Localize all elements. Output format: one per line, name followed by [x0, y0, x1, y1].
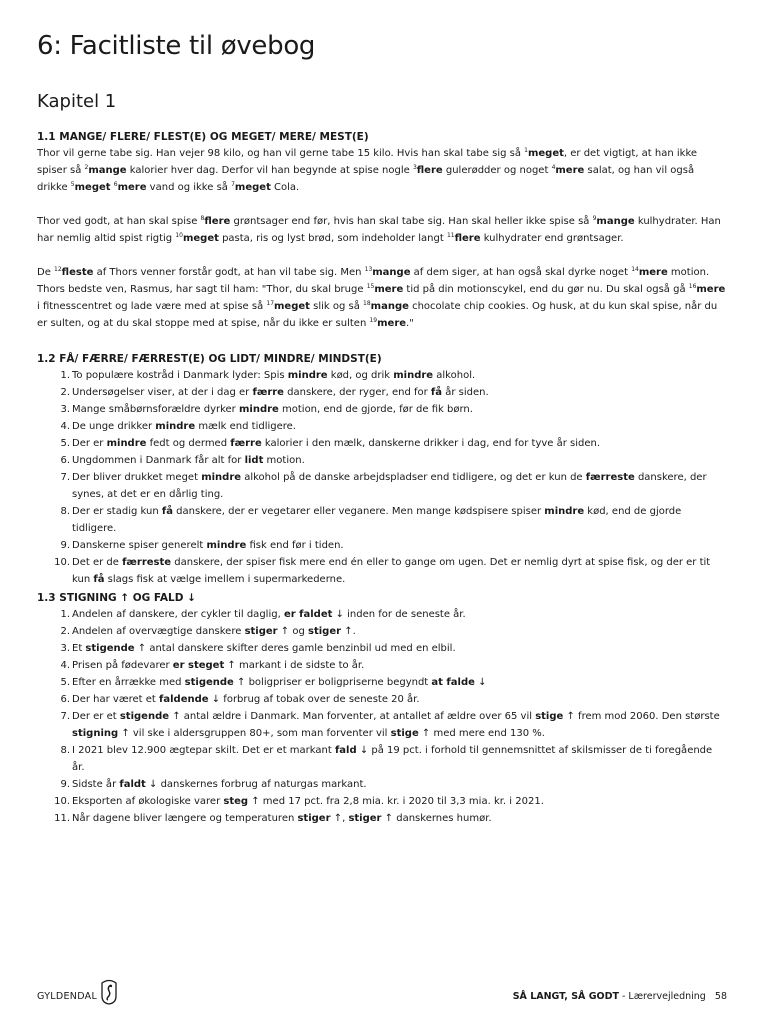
- gap-number: 16: [688, 283, 697, 290]
- book-subtitle: - Lærervejledning: [618, 991, 706, 1002]
- list-item: [37, 503, 727, 537]
- item-number: 7.: [60, 472, 70, 483]
- list-item: [37, 793, 727, 810]
- section-1-2: [37, 351, 727, 588]
- answer-word: fleste: [61, 267, 94, 278]
- publisher-name: GYLDENDAL: [37, 991, 98, 1002]
- text-run: kalorier i den mælk, danskerne drikker i dag, end for tyve år siden.: [261, 438, 601, 449]
- list-item: [37, 554, 727, 588]
- text-run: fisk end før i tiden.: [246, 540, 344, 551]
- text-run: ↑ frem mod 2060. Den største: [563, 711, 720, 722]
- answer-word: steg: [223, 796, 249, 807]
- text-run: Der bliver drukket meget: [72, 472, 202, 483]
- list-item: [37, 810, 727, 827]
- text-run: motion.: [263, 455, 305, 466]
- text-run: Der er et: [72, 711, 120, 722]
- text-run: alkohol.: [433, 370, 476, 381]
- answer-word: faldende: [159, 694, 209, 705]
- text-run: danskere, der synes, at det er en dårlig ting.: [72, 472, 707, 500]
- text-run: Thor vil gerne tabe sig. Han vejer 98 kilo, og han vil gerne tabe 15 kilo. Hvis han skal tabe sig så: [37, 148, 525, 159]
- item-number: 1.: [60, 370, 70, 381]
- answer-word: mindre: [287, 370, 328, 381]
- text-run: Når dagene bliver længere og temperaturen: [72, 813, 298, 824]
- text-run: ↓ forbrug af tobak over de seneste 20 år.: [208, 694, 420, 705]
- answer-word: meget: [182, 233, 219, 244]
- text-run: ↑,: [330, 813, 349, 824]
- text-run: kulhydrater. Han har nemlig altid spist rigtig: [37, 216, 721, 244]
- page: [37, 30, 727, 824]
- numbered-list: [37, 606, 727, 827]
- text-run: kød, og drik: [327, 370, 394, 381]
- gap-number: 18: [363, 300, 371, 307]
- gap-number: 10: [175, 232, 183, 239]
- answer-word: mange: [596, 216, 635, 227]
- item-number: 9.: [60, 779, 70, 790]
- text-run: grøntsager end før, hvis han skal tabe sig. Han skal heller ikke spise så: [230, 216, 593, 227]
- text-run: I 2021 blev 12.900 ægtepar skilt. Det er et markant: [72, 745, 335, 756]
- answer-word: mindre: [106, 438, 147, 449]
- section-heading: 1.1 MANGE/ FLERE/ FLEST(E) OG MEGET/ MERE/ MEST(E): [37, 131, 369, 143]
- list-item: [37, 367, 727, 384]
- gap-number: 5: [70, 181, 75, 188]
- answer-word: mindre: [238, 404, 279, 415]
- text-run: De unge drikker: [72, 421, 156, 432]
- footer: [37, 979, 727, 1019]
- list-item: [37, 776, 727, 793]
- section-1-3: [37, 590, 727, 827]
- gap-number: 6: [113, 181, 118, 188]
- text-run: ↑ vil ske i aldersgruppen 80+, som man forventer vil: [118, 728, 391, 739]
- footer-book-info: [513, 991, 727, 1002]
- item-number: 5.: [60, 677, 70, 688]
- text-run: Der er stadig kun: [72, 506, 162, 517]
- text-run: kalorier hver dag. Derfor vil han begynde at spise nogle: [126, 165, 413, 176]
- gap-number: 12: [54, 266, 62, 273]
- list-item: [37, 606, 727, 623]
- paragraph: [37, 213, 727, 247]
- text-run: vand og ikke så: [146, 182, 232, 193]
- gap-number: 15: [366, 283, 375, 290]
- answer-word: meget: [234, 182, 271, 193]
- text-run: ↑ med mere end 130 %.: [418, 728, 545, 739]
- answer-word: mindre: [155, 421, 196, 432]
- list-item: [37, 674, 727, 691]
- item-number: 6.: [60, 455, 70, 466]
- text-run: mælk end tidligere.: [195, 421, 296, 432]
- text-run: danskere, der ryger, end for: [283, 387, 431, 398]
- text-run: salat, og han vil også drikke: [37, 165, 695, 193]
- text-run: kød, end de gjorde tidligere.: [72, 506, 682, 534]
- item-number: 11.: [54, 813, 70, 824]
- answer-word: mindre: [393, 370, 434, 381]
- text-run: af Thors venner forstår godt, at han vil tabe sig. Men: [93, 267, 365, 278]
- item-number: 8.: [60, 506, 70, 517]
- answer-word: mere: [117, 182, 147, 193]
- answer-word: få: [430, 387, 443, 398]
- gap-number: 2: [84, 164, 89, 171]
- text-run: Mange småbørnsforældre dyrker: [72, 404, 239, 415]
- list-item: [37, 657, 727, 674]
- text-run: Der har været et: [72, 694, 160, 705]
- text-run: ↑ danskernes humør.: [381, 813, 492, 824]
- text-run: motion, end de gjorde, før de fik børn.: [278, 404, 473, 415]
- answer-word: at falde: [431, 677, 475, 688]
- text-run: gulerødder og noget: [442, 165, 552, 176]
- list-item: [37, 452, 727, 469]
- item-number: 6.: [60, 694, 70, 705]
- answer-word: mere: [555, 165, 585, 176]
- gap-number: 1: [524, 147, 528, 154]
- text-run: Danskerne spiser generelt: [72, 540, 207, 551]
- list-item: [37, 401, 727, 418]
- answer-word: stiger: [244, 626, 278, 637]
- numbered-list: [37, 367, 727, 588]
- text-run: ↑ markant i de sidste to år.: [224, 660, 365, 671]
- answer-word: færreste: [585, 472, 635, 483]
- answer-word: meget: [74, 182, 111, 193]
- list-item: [37, 708, 727, 742]
- answer-word: mange: [88, 165, 127, 176]
- answer-word: stiger: [308, 626, 342, 637]
- section-1-1: [37, 129, 727, 332]
- item-number: 3.: [60, 404, 70, 415]
- text-run: Efter en årrække med: [72, 677, 185, 688]
- item-number: 4.: [60, 660, 70, 671]
- item-number: 10.: [54, 796, 70, 807]
- answer-word: flere: [204, 216, 231, 227]
- text-run: .": [406, 318, 414, 329]
- text-run: De: [37, 267, 55, 278]
- answer-word: mange: [370, 301, 409, 312]
- item-number: 9.: [60, 540, 70, 551]
- list-item: [37, 623, 727, 640]
- text-run: Prisen på fødevarer: [72, 660, 173, 671]
- text-run: Undersøgelser viser, at der i dag er: [72, 387, 253, 398]
- text-run: chocolate chip cookies. Og husk, at du kun skal spise, når du er sulten, og at du skal stoppe med at spise, når du ikke er sulten: [37, 301, 718, 329]
- text-run: ↑ antal ældre i Danmark. Man forventer, at antallet af ældre over 65 vil: [169, 711, 536, 722]
- gap-number: 7: [231, 181, 235, 188]
- text-run: , er det vigtigt, at han ikke spiser så: [37, 148, 698, 176]
- book-title: SÅ LANGT, SÅ GODT: [512, 991, 619, 1002]
- item-number: 5.: [60, 438, 70, 449]
- answer-word: stigende: [85, 643, 135, 654]
- text-run: Ungdommen i Danmark får alt for: [72, 455, 245, 466]
- text-run: ↑.: [341, 626, 356, 637]
- gap-number: 4: [551, 164, 556, 171]
- list-item: [37, 418, 727, 435]
- text-run: ↓ inden for de seneste år.: [332, 609, 466, 620]
- gap-number: 19: [369, 317, 378, 324]
- item-number: 10.: [54, 557, 70, 568]
- text-run: pasta, ris og lyst brød, som indeholder langt: [218, 233, 447, 244]
- answer-word: flere: [454, 233, 481, 244]
- text-run: Det er de: [72, 557, 123, 568]
- text-run: danskere, der spiser fisk mere end én eller to gange om ugen. Det er nemlig dyrt at spise fisk, og der er tit kun: [72, 557, 711, 585]
- list-item: [37, 469, 727, 503]
- answer-word: mindre: [544, 506, 585, 517]
- text-run: i fitnesscentret og lade være med at spise så: [37, 301, 267, 312]
- answer-word: færre: [252, 387, 284, 398]
- answer-word: færre: [230, 438, 262, 449]
- text-run: slags fisk at vælge imellem i supermarkederne.: [104, 574, 346, 585]
- answer-word: stiger: [348, 813, 382, 824]
- text-run: danskere, der er vegetarer eller veganere. Men mange kødspisere spiser: [172, 506, 545, 517]
- text-run: Andelen af danskere, der cykler til daglig,: [72, 609, 284, 620]
- section-heading: 1.3 STIGNING ↑ OG FALD ↓: [37, 592, 196, 604]
- answer-word: mere: [377, 318, 407, 329]
- text-run: ↓ danskernes forbrug af naturgas markant.: [145, 779, 367, 790]
- answer-word: stigende: [119, 711, 170, 722]
- answer-word: flere: [416, 165, 443, 176]
- gap-number: 8: [200, 215, 205, 222]
- text-run: Der er: [72, 438, 107, 449]
- list-item: [37, 435, 727, 452]
- answer-word: stige: [535, 711, 564, 722]
- answer-word: mindre: [201, 472, 242, 483]
- text-run: kulhydrater end grøntsager.: [480, 233, 624, 244]
- text-run: ↑ boligpriser er boligpriserne begyndt: [233, 677, 432, 688]
- list-item: [37, 384, 727, 401]
- text-run: alkohol på de danske arbejdspladser end tidligere, og det er kun de: [241, 472, 586, 483]
- text-run: slik og så: [309, 301, 364, 312]
- answer-word: stiger: [297, 813, 331, 824]
- answer-word: meget: [274, 301, 310, 312]
- answer-word: mere: [374, 284, 404, 295]
- answer-word: meget: [527, 148, 564, 159]
- list-item: [37, 640, 727, 657]
- text-run: Thor ved godt, at han skal spise: [37, 216, 201, 227]
- text-run: fedt og dermed: [146, 438, 231, 449]
- chapter-heading: Kapitel 1: [37, 91, 117, 112]
- paragraph: [37, 264, 727, 332]
- page-title: 6: Facitliste til øvebog: [37, 31, 316, 61]
- text-run: ↑ med 17 pct. fra 2,8 mia. kr. i 2020 til 3,3 mia. kr. i 2021.: [248, 796, 544, 807]
- text-run: Eksporten af økologiske varer: [72, 796, 224, 807]
- text-run: motion. Thors bedste ven, Rasmus, har sagt til ham: "Thor, du skal bruge: [37, 267, 710, 295]
- gap-number: 3: [412, 164, 417, 171]
- item-number: 7.: [60, 711, 70, 722]
- gap-number: 13: [364, 266, 373, 273]
- answer-word: stige: [390, 728, 419, 739]
- item-number: 1.: [60, 609, 70, 620]
- gap-number: 11: [446, 232, 455, 239]
- text-run: To populære kostråd i Danmark lyder: Spis: [72, 370, 288, 381]
- text-run: ↑ og: [277, 626, 308, 637]
- answer-word: lidt: [244, 455, 264, 466]
- answer-word: få: [93, 574, 105, 585]
- item-number: 8.: [60, 745, 70, 756]
- answer-word: er steget: [172, 660, 225, 671]
- gap-number: 14: [631, 266, 639, 273]
- gap-number: 9: [592, 215, 597, 222]
- list-item: [37, 691, 727, 708]
- answer-word: faldt: [119, 779, 146, 790]
- answer-word: mange: [372, 267, 411, 278]
- text-run: ↑ antal danskere skifter deres gamle benzinbil ud med en elbil.: [134, 643, 456, 654]
- text-run: Sidste år: [72, 779, 120, 790]
- item-number: 2.: [60, 387, 70, 398]
- paragraph: [37, 145, 727, 196]
- text-run: af dem siger, at han også skal dyrke noget: [410, 267, 632, 278]
- gyldendal-logo-icon: [99, 979, 119, 1009]
- answer-word: er faldet: [283, 609, 333, 620]
- answer-word: fald: [334, 745, 357, 756]
- list-item: [37, 537, 727, 554]
- answer-word: stigning: [72, 728, 119, 739]
- section-heading: 1.2 FÅ/ FÆRRE/ FÆRREST(E) OG LIDT/ MINDRE/ MINDST(E): [37, 353, 382, 365]
- page-number: 58: [714, 991, 727, 1002]
- text-run: Cola.: [270, 182, 300, 193]
- item-number: 4.: [60, 421, 70, 432]
- answer-word: mere: [696, 284, 726, 295]
- text-run: tid på din motionscykel, end du gør nu. Du skal også gå: [403, 284, 689, 295]
- text-run: Et: [72, 643, 86, 654]
- text-run: Andelen af overvægtige danskere: [72, 626, 245, 637]
- gap-number: 17: [266, 300, 275, 307]
- answer-word: få: [161, 506, 173, 517]
- answer-word: stigende: [184, 677, 234, 688]
- item-number: 2.: [60, 626, 70, 637]
- answer-word: færreste: [122, 557, 172, 568]
- text-run: ↓: [474, 677, 487, 688]
- answer-word: mere: [638, 267, 668, 278]
- text-run: år siden.: [442, 387, 489, 398]
- text-run: ↓ på 19 pct. i forhold til gennemsnittet af skilsmisser de ti foregående år.: [72, 745, 713, 773]
- item-number: 3.: [60, 643, 70, 654]
- answer-word: mindre: [206, 540, 247, 551]
- list-item: [37, 742, 727, 776]
